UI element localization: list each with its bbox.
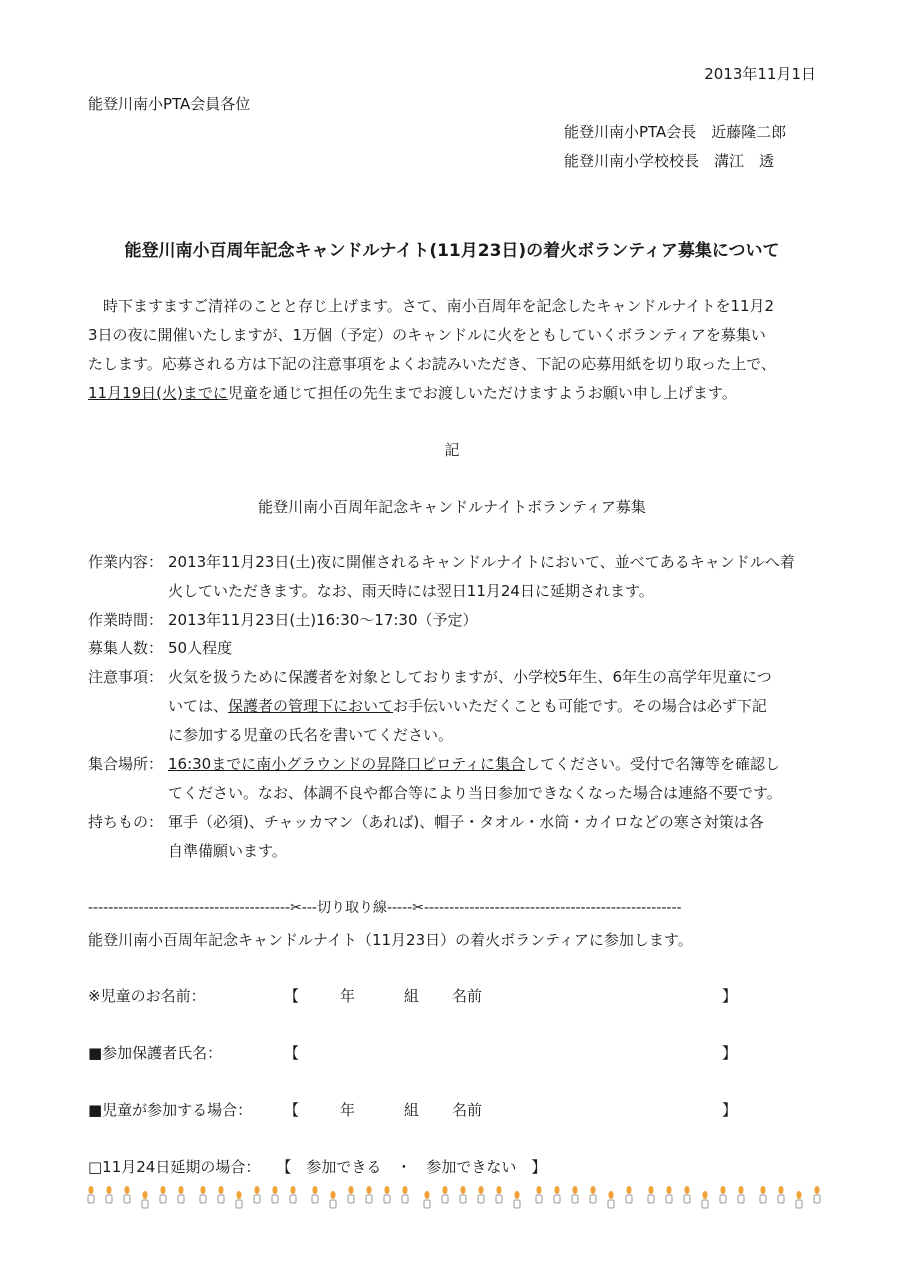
candle-icon (684, 1186, 690, 1203)
item-line: 2013年11月23日(土)16:30～17:30（予定） (168, 611, 478, 629)
bracket-open: 【 (284, 1044, 300, 1062)
candle-icon (648, 1186, 654, 1203)
item-line: 火していただきます。なお、雨天時には翌日11月24日に延期されます。 (168, 582, 654, 600)
candle-icon (290, 1186, 296, 1203)
candle-icon (590, 1186, 596, 1203)
candle-icon (124, 1186, 130, 1203)
candle-icon (330, 1191, 336, 1208)
participation-statement: 能登川南小百周年記念キャンドルナイト（11月23日）の着火ボランティアに参加します。 (88, 931, 693, 949)
candle-icon (236, 1191, 242, 1208)
candle-icon (478, 1186, 484, 1203)
sender-pta-president: 能登川南小PTA会長 近藤隆二郎 (564, 123, 787, 141)
body-line: たします。応募される方は下記の注意事項をよくお読みいただき、下記の応募用紙を切り取った上で、 (88, 355, 776, 373)
candle-icon (814, 1186, 820, 1203)
candle-icon (312, 1186, 318, 1203)
candle-icon (778, 1186, 784, 1203)
body-line: 3日の夜に開催いたしますが、1万個（予定）のキャンドルに火をともしていくボランティアを募集い (88, 326, 766, 344)
form-label: ※児童のお名前： (88, 987, 206, 1005)
body-line: 時下ますますご清祥のことと存じ上げます。さて、南小百周年を記念したキャンドルナイトを11月2 (88, 297, 775, 315)
candle-icon (200, 1186, 206, 1203)
item-text (168, 548, 795, 606)
candle-icon (666, 1186, 672, 1203)
body-line-rest: 児童を通じて担任の先生までお渡しいただけますようお願い申し上げます。 (227, 384, 737, 402)
candle-icon (536, 1186, 542, 1203)
candle-icon (254, 1186, 260, 1203)
body-line (88, 379, 818, 408)
class-label: 組 (404, 987, 420, 1005)
candle-icon (106, 1186, 112, 1203)
item-label: 集合場所： (88, 755, 164, 773)
candle-border-decoration (84, 1184, 824, 1214)
candle-icon (442, 1186, 448, 1203)
candle-icon (738, 1186, 744, 1203)
document-date: 2013年11月1日 (704, 65, 816, 83)
item-line (168, 692, 772, 721)
candle-icon (424, 1191, 430, 1208)
candle-icon (720, 1186, 726, 1203)
item-line: 50人程度 (168, 639, 233, 657)
document-title: 能登川南小百周年記念キャンドルナイト(11月23日)の着火ボランティア募集について (124, 241, 780, 261)
item-text (168, 808, 764, 866)
candle-icon (178, 1186, 184, 1203)
underlined-text: 16:30までに南小グラウンドの昇降口ピロティに集合 (168, 755, 526, 773)
grade-label: 年 (340, 1101, 356, 1119)
candle-icon (460, 1186, 466, 1203)
body-paragraph (88, 292, 818, 408)
recruit-subtitle: 能登川南小百周年記念キャンドルナイトボランティア募集 (258, 498, 646, 516)
form-label: ■児童が参加する場合： (88, 1101, 253, 1119)
item-line: に参加する児童の氏名を書いてください。 (168, 726, 454, 744)
item-label: 募集人数： (88, 639, 164, 657)
item-label: 持ちもの： (88, 813, 164, 831)
ki-heading: 記 (444, 441, 460, 459)
candle-icon (572, 1186, 578, 1203)
name-label: 名前 (452, 987, 483, 1005)
candle-icon (402, 1186, 408, 1203)
sender-principal: 能登川南小学校校長 溝江 透 (564, 152, 775, 170)
candle-icon (626, 1186, 632, 1203)
candle-icon (384, 1186, 390, 1203)
text-span: お手伝いいただくことも可能です。その場合は必ず下記 (393, 697, 767, 715)
candle-icon (796, 1191, 802, 1208)
candle-icon (554, 1186, 560, 1203)
item-text (168, 606, 478, 635)
candle-icon (366, 1186, 372, 1203)
item-label: 作業内容： (88, 553, 164, 571)
candle-icon (702, 1191, 708, 1208)
bracket-close: 】 (722, 1044, 738, 1062)
item-line: 軍手（必須)、チャッカマン（あれば)、帽子・タオル・水筒・カイロなどの寒さ対策は各 (168, 813, 764, 831)
item-line (168, 750, 782, 779)
bracket-close: 】 (722, 1101, 738, 1119)
addressee: 能登川南小PTA会員各位 (88, 95, 251, 113)
item-text (168, 663, 772, 750)
candle-icon (218, 1186, 224, 1203)
form-label: □11月24日延期の場合： (88, 1158, 261, 1176)
item-line: 2013年11月23日(土)夜に開催されるキャンドルナイトにおいて、並べてあるキャンドルへ着 (168, 553, 795, 571)
form-label: ■参加保護者氏名： (88, 1044, 223, 1062)
candle-icon (348, 1186, 354, 1203)
class-label: 組 (404, 1101, 420, 1119)
item-line: 自準備願います。 (168, 842, 287, 860)
candle-icon (496, 1186, 502, 1203)
item-text (168, 750, 782, 808)
item-text (168, 634, 232, 663)
underlined-text: 保護者の管理下において (228, 697, 394, 715)
form-row-delay (88, 1156, 546, 1177)
text-span: いては、 (168, 697, 229, 715)
bracket-open: 【 (284, 987, 300, 1005)
text-span: してください。受付で名簿等を確認し (525, 755, 781, 773)
cut-line: ----------------------------------------✂---切り取り線-----✂--------------------------------------------------- (88, 900, 682, 916)
name-label: 名前 (452, 1101, 483, 1119)
bracket-open: 【 (284, 1101, 300, 1119)
grade-label: 年 (340, 987, 356, 1005)
item-line: 火気を扱うために保護者を対象としておりますが、小学校5年生、6年生の高学年児童につ (168, 668, 772, 686)
candle-icon (88, 1186, 94, 1203)
candle-icon (142, 1191, 148, 1208)
delay-options: 【 参加できる ・ 参加できない 】 (276, 1158, 547, 1176)
item-label: 作業時間： (88, 611, 164, 629)
candle-icon (514, 1191, 520, 1208)
deadline-underlined: 11月19日(火)までに (88, 384, 228, 402)
item-line: てください。なお、体調不良や都合等により当日参加できなくなった場合は連絡不要です。 (168, 784, 782, 802)
candle-icon (160, 1186, 166, 1203)
item-label: 注意事項： (88, 668, 164, 686)
bracket-close: 】 (722, 987, 738, 1005)
candle-icon (272, 1186, 278, 1203)
candle-icon (760, 1186, 766, 1203)
candle-icon (608, 1191, 614, 1208)
